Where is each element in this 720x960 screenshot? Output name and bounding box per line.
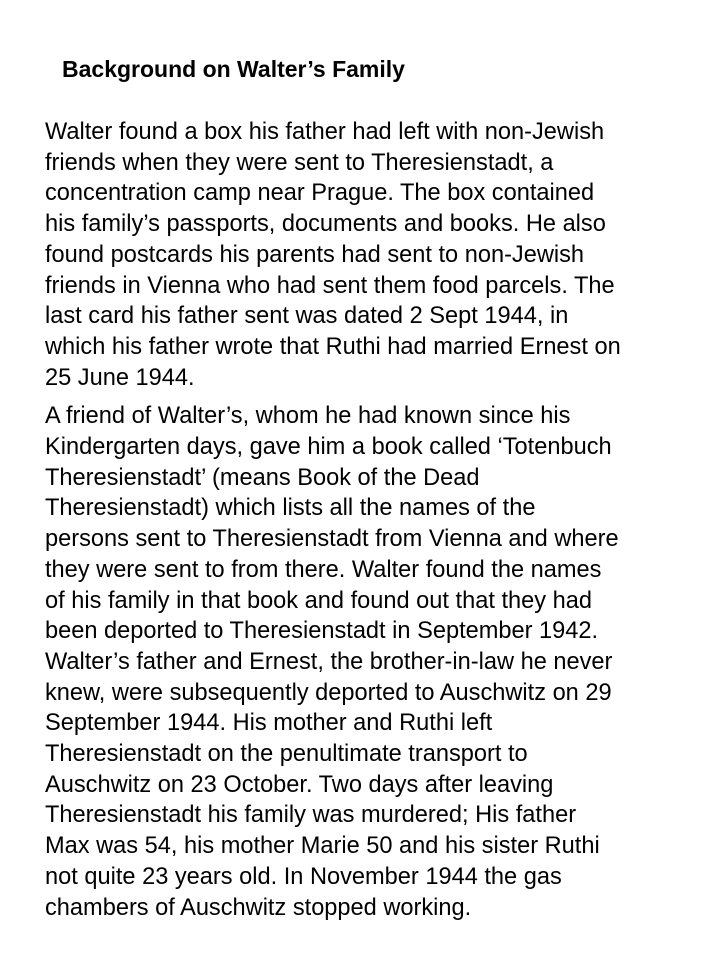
text-line: Theresienstadt) which lists all the names of the	[45, 495, 536, 522]
text-line: Kindergarten days, gave him a book called ‘Totenbuch	[45, 434, 612, 461]
text-line: been deported to Theresienstadt in September 1942.	[45, 618, 599, 645]
text-line: his family’s passports, documents and books. He also	[45, 211, 606, 238]
text-line: concentration camp near Prague. The box contained	[45, 180, 595, 207]
text-line: last card his father sent was dated 2 Sept 1944, in	[45, 303, 569, 330]
text-line: they were sent to from there. Walter found the names	[45, 556, 602, 583]
text-line: 25 June 1944.	[45, 364, 195, 391]
paragraph-totenbuch	[45, 401, 720, 923]
text-line: Theresienstadt on the penultimate transport to	[45, 741, 528, 768]
text-line: Theresienstadt his family was murdered; His father	[45, 802, 577, 829]
text-line: knew, were subsequently deported to Auschwitz on 29	[45, 679, 612, 706]
text-line: Max was 54, his mother Marie 50 and his sister Ruthi	[45, 833, 600, 860]
document-body	[45, 117, 720, 923]
text-line: Theresienstadt’ (means Book of the Dead	[45, 464, 480, 491]
text-line: of his family in that book and found out that they had	[45, 587, 592, 614]
text-line: chambers of Auschwitz stopped working.	[45, 894, 472, 921]
text-line: found postcards his parents had sent to non-Jewish	[45, 241, 585, 268]
text-line: September 1944. His mother and Ruthi left	[45, 710, 493, 737]
text-line: Walter found a box his father had left with non-Jewish	[45, 119, 605, 145]
text-line: persons sent to Theresienstadt from Vienna and where	[45, 526, 619, 553]
page-title: Background on Walter’s Family	[62, 56, 405, 82]
text-line: Walter’s father and Ernest, the brother-in-law he never	[45, 648, 613, 675]
text-line: Auschwitz on 23 October. Two days after leaving	[45, 771, 554, 798]
text-line: friends in Vienna who had sent them food parcels. The	[45, 272, 615, 299]
text-line: A friend of Walter’s, whom he had known since his	[45, 403, 571, 430]
text-line: friends when they were sent to Theresienstadt, a	[45, 149, 554, 176]
paragraph-box-discovery	[45, 117, 720, 393]
text-line: not quite 23 years old. In November 1944 the gas	[45, 863, 562, 890]
text-line: which his father wrote that Ruthi had married Ernest on	[45, 333, 621, 360]
